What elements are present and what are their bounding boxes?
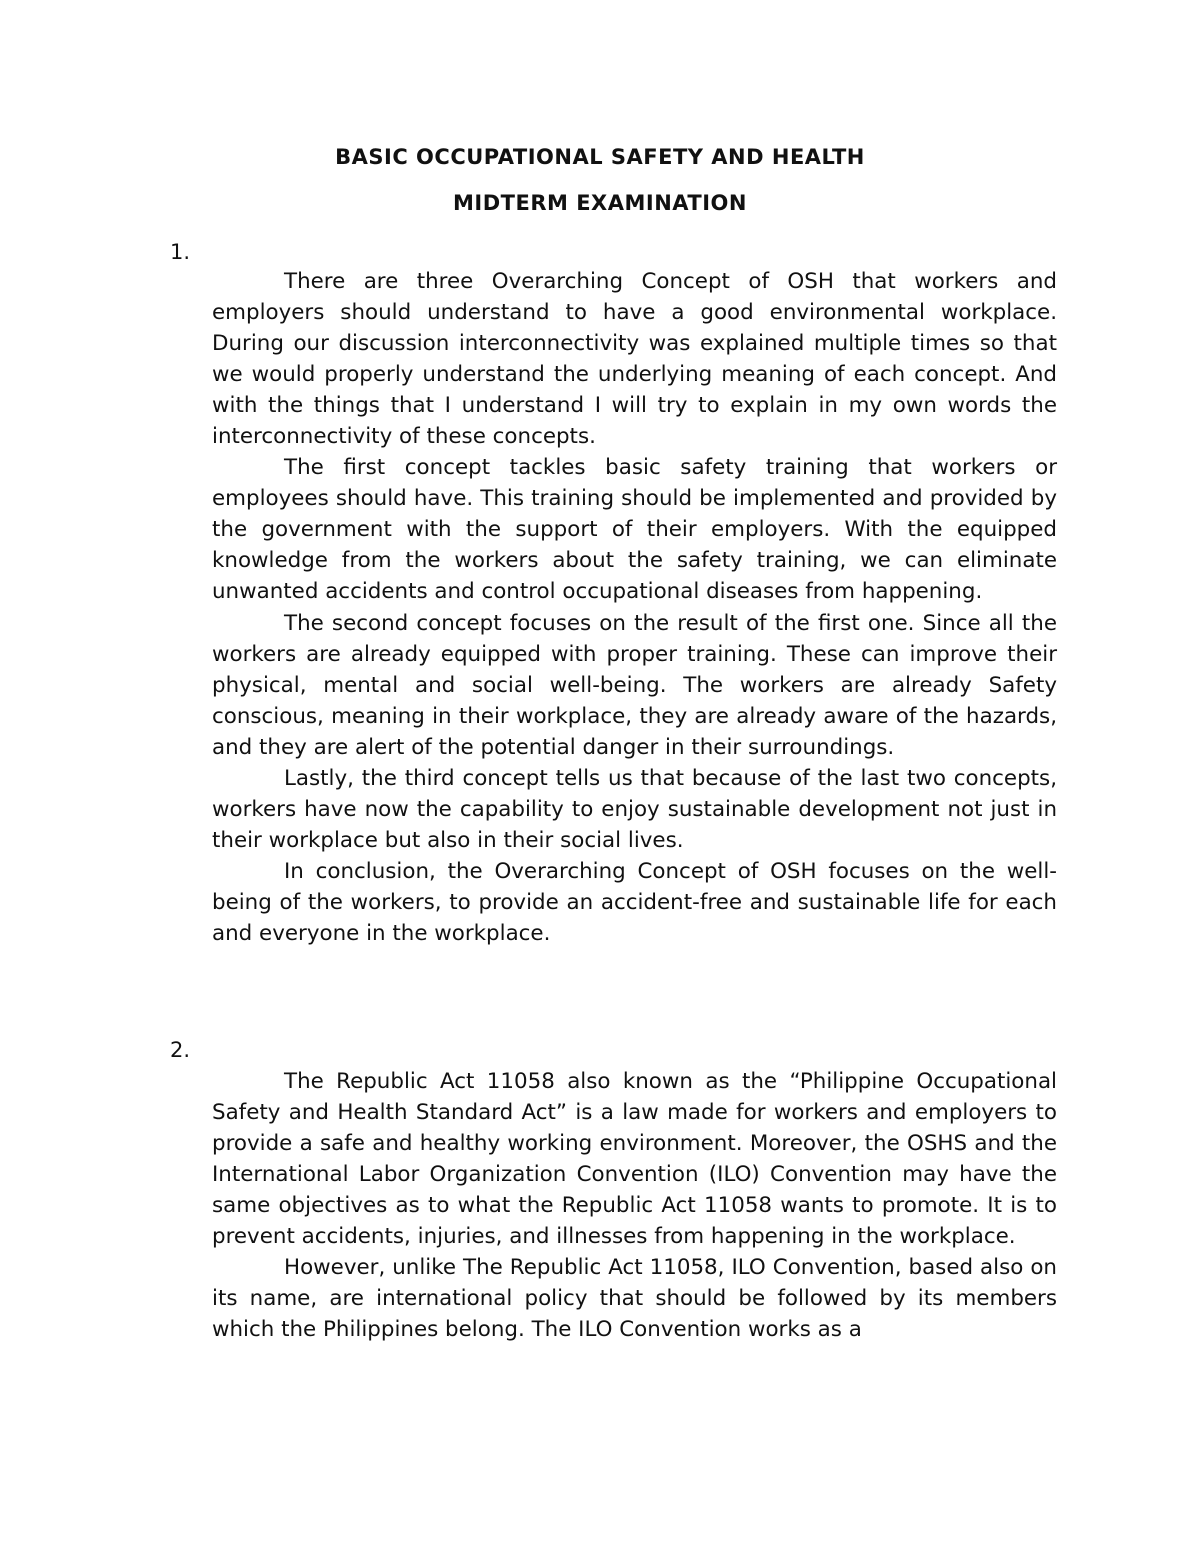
document-title: BASIC OCCUPATIONAL SAFETY AND HEALTH bbox=[335, 145, 865, 169]
answer-section-2 bbox=[212, 1066, 1057, 1345]
question-number-2: 2. bbox=[170, 1038, 191, 1062]
answer-2-paragraph-1: The Republic Act 11058 also known as the “Philippine Occupational Safety and Health Standard Act” is a law made for workers and employers to provide a safe and healthy working environment. Moreover, the OSHS and the International Labor Organization Convention (ILO) Convention may have the same objectives as to what the Republic Act 11058 wants to promote. It is to prevent accidents, injuries, and illnesses from happening in the workplace. bbox=[212, 1069, 1057, 1250]
answer-1-paragraph-4: Lastly, the third concept tells us that because of the last two concepts, workers have now the capability to enjoy sustainable development not just in their workplace but also in their social lives. bbox=[212, 765, 1057, 853]
answer-2-paragraph-2: However, unlike The Republic Act 11058, ILO Convention, based also on its name, are international policy that should be followed by its members which the Philippines belong. The ILO Convention works as a bbox=[212, 1255, 1057, 1343]
answer-1-paragraph-1: There are three Overarching Concept of OSH that workers and employers should understand to have a good environmental workplace. During our discussion interconnectivity was explained multiple times so that we would properly understand the underlying meaning of each concept. And with the things that I understand I will try to explain in my own words the interconnectivity of these concepts. bbox=[212, 269, 1057, 450]
answer-1-paragraph-2: The first concept tackles basic safety training that workers or employees should have. This training should be implemented and provided by the government with the support of their employers. With the equipped knowledge from the workers about the safety training, we can eliminate unwanted accidents and control occupational diseases from happening. bbox=[212, 455, 1057, 605]
answer-1-paragraph-5: In conclusion, the Overarching Concept of OSH focuses on the well-being of the workers, to provide an accident-free and sustainable life for each and everyone in the workplace. bbox=[212, 858, 1057, 946]
answer-1-paragraph-3: The second concept focuses on the result of the first one. Since all the workers are already equipped with proper training. These can improve their physical, mental and social well-being. The workers are already Safety conscious, meaning in their workplace, they are already aware of the hazards, and they are alert of the potential danger in their surroundings. bbox=[212, 610, 1057, 760]
answer-section-1 bbox=[212, 266, 1057, 949]
document-subtitle: MIDTERM EXAMINATION bbox=[453, 191, 747, 215]
question-number-1: 1. bbox=[170, 240, 191, 264]
